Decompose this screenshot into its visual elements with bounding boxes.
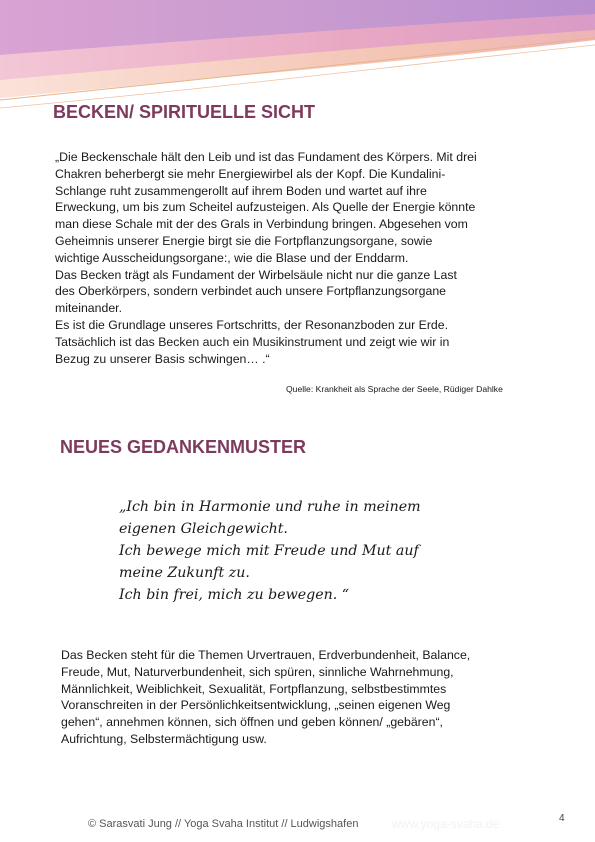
- quote-line: Geheimnis unserer Energie birgt sie die Fortpflanzungsorgane, sowie: [55, 233, 433, 248]
- page-number: 4: [559, 813, 565, 824]
- themes-line: Männlichkeit, Weiblichkeit, Sexualität, Fortpflanzung, selbstbestimmtes: [61, 681, 447, 696]
- themes-line: gehen“, annehmen können, sich öffnen und geben können/ „gebären“,: [61, 715, 443, 730]
- affirmation-line: „Ich bin in Harmonie und ruhe in meinem: [119, 499, 421, 515]
- quote-line: Erweckung, um bis zum Scheitel aufzusteigen. Als Quelle der Energie könnte: [55, 200, 476, 215]
- quote-line: Schlange ruht zusammengerollt auf ihrem Boden und wartet auf ihre: [55, 183, 427, 198]
- themes-line: Das Becken steht für die Themen Urvertrauen, Erdverbundenheit, Balance,: [61, 648, 471, 662]
- themes-line: Aufrichtung, Selbstermächtigung usw.: [61, 731, 267, 746]
- affirmation-block: [119, 496, 459, 606]
- quote-line: Tatsächlich ist das Becken auch ein Musikinstrument und zeigt wie wir in: [55, 334, 450, 349]
- themes-paragraph: [61, 647, 541, 748]
- quote-line: miteinander.: [55, 301, 122, 316]
- quote-line: des Oberkörpers, sondern verbindet auch unsere Fortpflanzungsorgane: [55, 284, 447, 299]
- quote-line: wichtige Ausscheidungsorgane:, wie die Blase und der Enddarm.: [55, 250, 409, 265]
- quote-line: „Die Beckenschale hält den Leib und ist das Fundament des Körpers. Mit drei: [55, 150, 477, 164]
- footer-website: www.yoga-svaha.de: [392, 817, 500, 831]
- quote-line: Bezug zu unserer Basis schwingen… .“: [55, 351, 270, 366]
- affirmation-line: eigenen Gleichgewicht.: [119, 521, 288, 537]
- footer-copyright: © Sarasvati Jung // Yoga Svaha Institut // Ludwigshafen: [88, 818, 359, 830]
- themes-line: Voranschreiten in der Persönlichkeitsentwicklung, „seinen eigenen Weg: [61, 698, 451, 713]
- quote-line: Das Becken trägt als Fundament der Wirbelsäule nicht nur die ganze Last: [55, 267, 457, 282]
- quote-line: Chakren beherbergt sie mehr Energiewirbel als der Kopf. Die Kundalini-: [55, 166, 446, 181]
- themes-line: Freude, Mut, Naturverbundenheit, sich spüren, sinnliche Wahrnehmung,: [61, 664, 454, 679]
- quote-line: Es ist die Grundlage unseres Fortschritts, der Resonanzboden zur Erde.: [55, 317, 449, 332]
- section-heading-spiritual-view: BECKEN/ SPIRITUELLE SICHT: [53, 102, 316, 122]
- quote-line: man diese Schale mit der des Grals in Verbindung bringen. Abgesehen vom: [55, 217, 468, 232]
- section-heading-new-thought-pattern: NEUES GEDANKENMUSTER: [60, 437, 307, 457]
- quote-block: [55, 149, 545, 367]
- affirmation-line: meine Zukunft zu.: [119, 565, 250, 581]
- affirmation-line: Ich bin frei, mich zu bewegen. “: [119, 587, 350, 603]
- quote-source: Quelle: Krankheit als Sprache der Seele, Rüdiger Dahlke: [286, 384, 503, 394]
- affirmation-line: Ich bewege mich mit Freude und Mut auf: [119, 543, 419, 559]
